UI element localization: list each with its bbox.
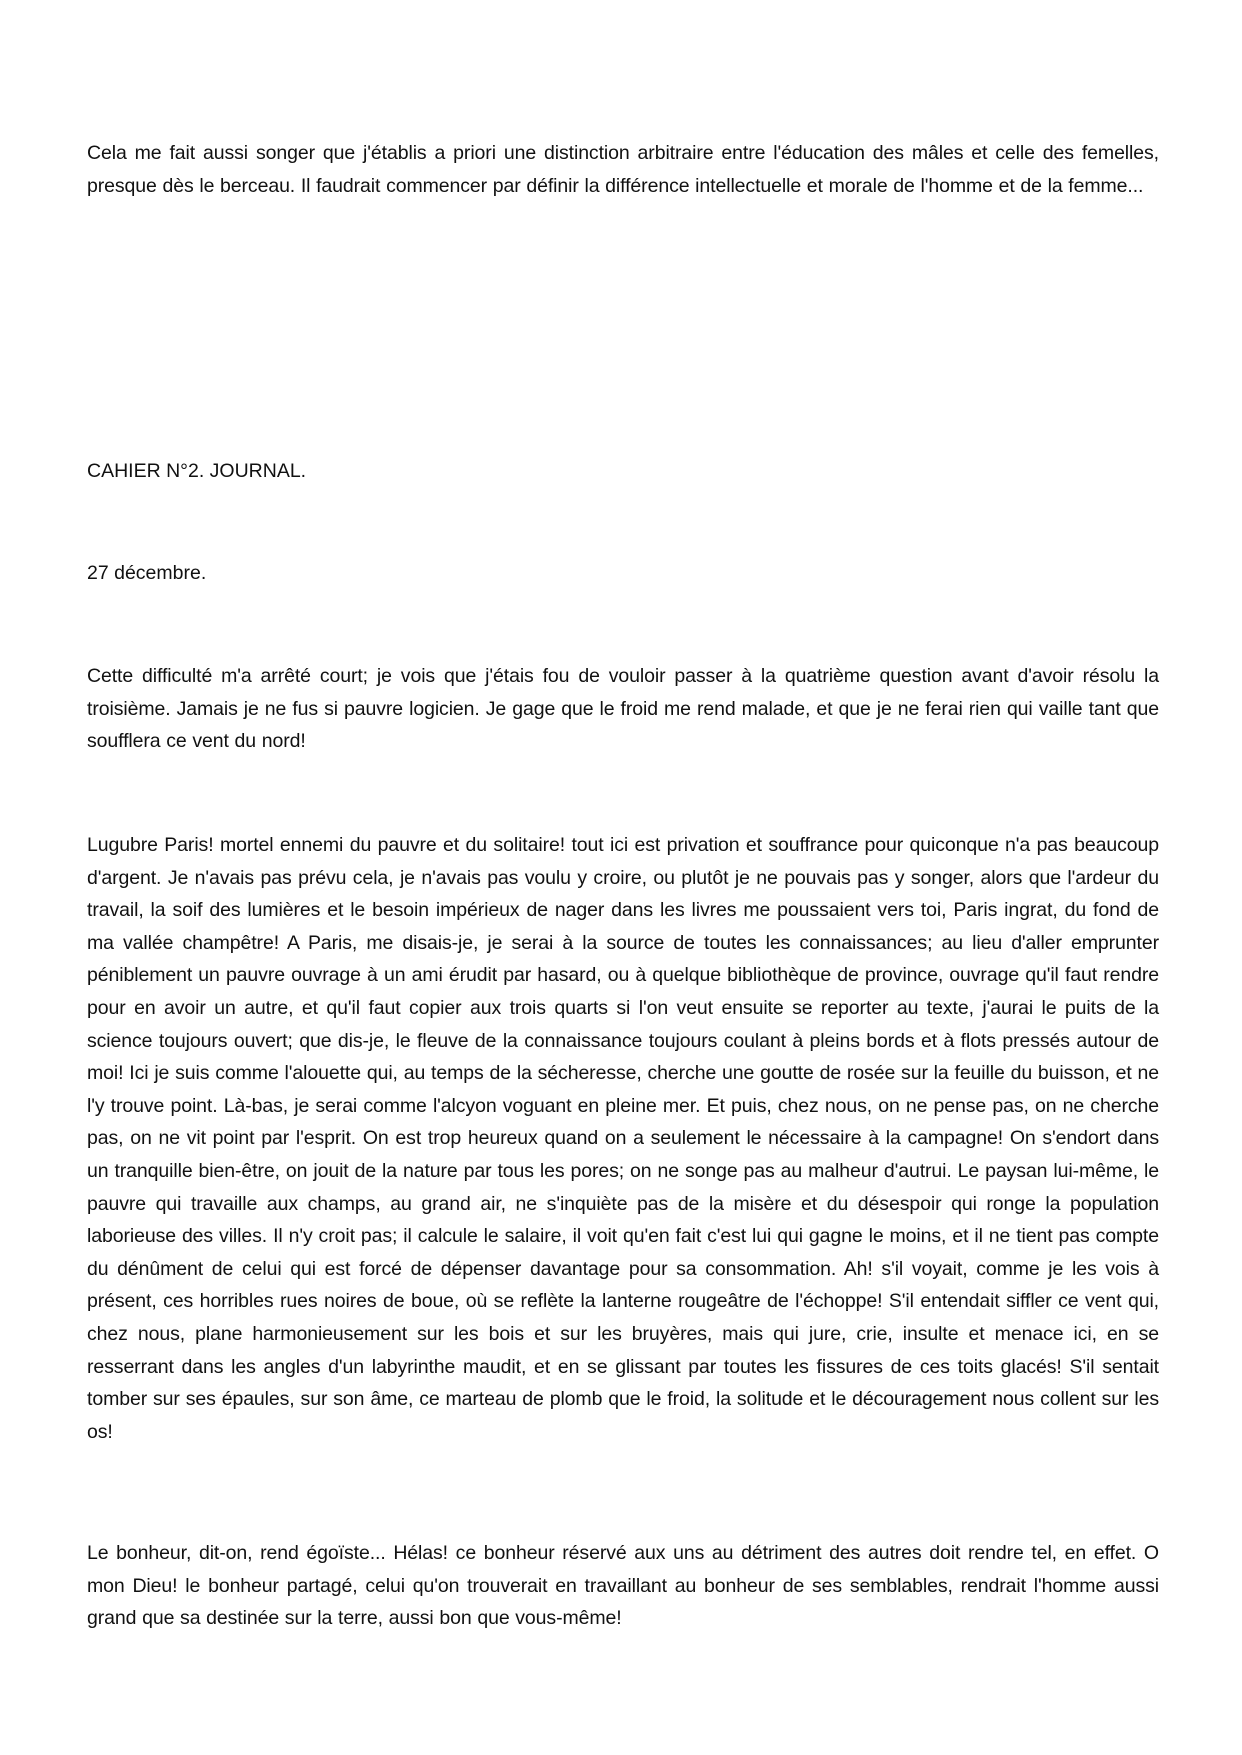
paragraph-bonheur: Le bonheur, dit-on, rend égoïste... Hélas! ce bonheur réservé aux uns au détriment des autres doit rendre tel, en effet. O mon Dieu! le bonheur partagé, celui qu'on trouverait en travaillant au bonheur de ses semblables, rendrait l'homme aussi grand que sa destinée sur la terre, aussi bon que vous-même! [87,1542,1159,1630]
paragraph-education: Cela me fait aussi songer que j'établis a priori une distinction arbitraire entre l'éducation des mâles et celle des femelles, presque dès le berceau. Il faudrait commencer par définir la différence intellectuelle et morale de l'homme et de la femme... [87,142,1159,197]
paragraph-difficulty: Cette difficulté m'a arrêté court; je vois que j'étais fou de vouloir passer à la quatrième question avant d'avoir résolu la troisième. Jamais je ne fus si pauvre logicien. Je gage que le froid me rend malade, et que je ne ferai rien qui vaille tant que soufflera ce vent du nord! [87,665,1159,753]
paragraph-paris: Lugubre Paris! mortel ennemi du pauvre et du solitaire! tout ici est privation et souffrance pour quiconque n'a pas beaucoup d'argent. Je n'avais pas prévu cela, je n'avais pas voulu y croire, ou plutôt je ne pouvais pas y songer, alors que l'ardeur du travail, la soif des lumières et le besoin impérieux de nager dans les livres me poussaient vers toi, Paris ingrat, du fond de ma vallée champêtre! A Paris, me disais-je, je serai à la source de toutes les connaissances; au lieu d'aller emprunter péniblement un pauvre ouvrage à un ami érudit par hasard, ou à quelque bibliothèque de province, ouvrage qu'il faut rendre pour en avoir un autre, et qu'il faut copier aux trois quarts si l'on veut ensuite se reporter au texte, j'aurai le puits de la science toujours ouvert; que dis-je, le fleuve de la connaissance toujours coulant à pleins bords et à flots pressés autour de moi! Ici je suis comme l'alouette qui, au temps de la sécheresse, cherche une goutte de rosée sur la feuille du buisson, et ne l'y trouve point. Là-bas, je serai comme l'alcyon voguant en pleine mer. Et puis, chez nous, on ne pense pas, on ne cherche pas, on ne vit point par l'esprit. On est trop heureux quand on a seulement le nécessaire à la campagne! On s'endort dans un tranquille bien-être, on jouit de la nature par tous les pores; on ne songe pas au malheur d'autrui. Le paysan lui-même, le pauvre qui travaille aux champs, au grand air, ne s'inquiète pas de la misère et du désespoir qui ronge la population laborieuse des villes. Il n'y croit pas; il calcule le salaire, il voit qu'en fait c'est lui qui gagne le moins, et il ne tient pas compte du dénûment de celui qui est forcé de dépenser davantage pour sa consommation. Ah! s'il voyait, comme je les vois à présent, ces horribles rues noires de boue, où se reflète la lanterne rougeâtre de l'échoppe! S'il entendait siffler ce vent qui, chez nous, plane harmonieusement sur les bois et sur les bruyères, mais qui jure, crie, insulte et menace ici, en se resserrant dans les angles d'un labyrinthe maudit, et en se glissant par toutes les fissures de ces toits glacés! S'il sentait tomber sur ses épaules, sur son âme, ce marteau de plomb que le froid, la solitude et le découragement nous collent sur les os! [87,834,1159,1443]
section-heading: CAHIER N°2. JOURNAL. [87,460,307,482]
date-heading: 27 décembre. [87,562,207,584]
